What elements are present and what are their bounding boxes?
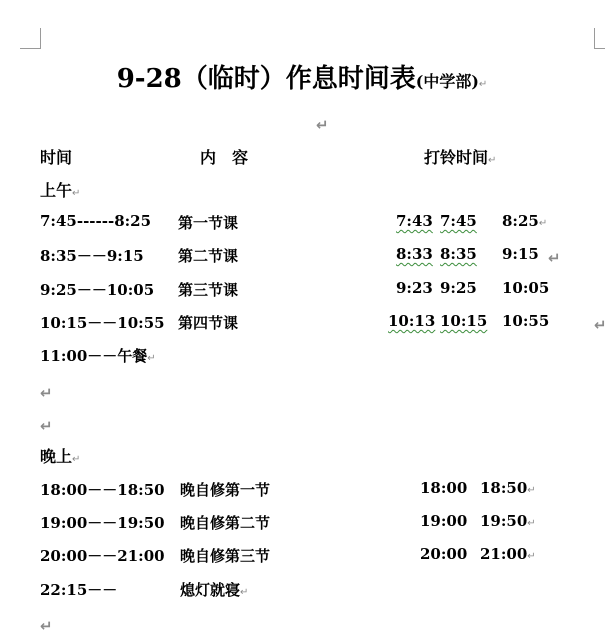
bell-time: 8:25↵ xyxy=(502,212,548,230)
title-subtitle: (中学部) xyxy=(415,72,479,91)
row-time: 18:00－－18:50 xyxy=(40,481,165,499)
paragraph-mark: ↵ xyxy=(594,316,607,334)
crop-mark-top-right xyxy=(594,28,605,49)
row-content: 晚自修第一节 xyxy=(180,481,271,499)
bell-time: 9:25 xyxy=(440,279,477,297)
bell-time: 19:50↵ xyxy=(480,512,536,530)
row-time: 9:25－－10:05 xyxy=(40,281,155,299)
bell-time: 8:35 xyxy=(440,245,477,263)
row-content: 晚自修第二节 xyxy=(180,514,271,532)
row-time: 19:00－－19:50 xyxy=(40,514,165,532)
paragraph-mark: ↵ xyxy=(316,116,329,134)
section-evening: 晚上↵ xyxy=(40,447,81,466)
bell-time: 10:55 xyxy=(502,312,550,330)
bell-time: 21:00↵ xyxy=(480,545,536,563)
row-time: 7:45------8:25 xyxy=(40,212,152,230)
paragraph-mark: ↵ xyxy=(40,617,53,635)
crop-mark-top-left xyxy=(20,28,41,49)
row-content: 第二节课 xyxy=(178,247,239,265)
section-morning: 上午↵ xyxy=(40,181,81,200)
header-bell-time: 打铃时间↵ xyxy=(424,148,497,167)
bell-time: 8:33 xyxy=(396,245,433,263)
header-content: 内 容 xyxy=(200,148,249,167)
bell-time: 18:50↵ xyxy=(480,479,536,497)
row-content: 第四节课 xyxy=(178,314,239,332)
bell-time: 10:13 xyxy=(388,312,436,330)
row-time: 22:15－－ xyxy=(40,581,118,599)
row-content: 熄灯就寝↵ xyxy=(180,581,249,599)
row-time: 20:00－－21:00 xyxy=(40,547,165,565)
title-main: 9-28（临时）作息时间表 xyxy=(116,64,416,94)
row-content: 晚自修第三节 xyxy=(180,547,271,565)
bell-time: 10:05 xyxy=(502,279,550,297)
paragraph-mark: ↵ xyxy=(548,249,561,267)
bell-time: 20:00 xyxy=(420,545,468,563)
bell-time: 7:45 xyxy=(440,212,477,230)
bell-time: 7:43 xyxy=(396,212,433,230)
bell-time: 9:23 xyxy=(396,279,433,297)
row-time: 10:15－－10:55 xyxy=(40,314,165,332)
row-content: 第三节课 xyxy=(178,281,239,299)
bell-time: 18:00 xyxy=(420,479,468,497)
paragraph-mark: ↵ xyxy=(40,384,53,402)
bell-time: 9:15 xyxy=(502,245,539,263)
lunch-row: 11:00－－午餐↵ xyxy=(40,347,156,365)
paragraph-mark: ↵ xyxy=(478,79,488,90)
header-time: 时间 xyxy=(40,148,73,167)
document-title xyxy=(0,58,604,95)
row-time: 8:35－－9:15 xyxy=(40,247,144,265)
row-content: 第一节课 xyxy=(178,214,239,232)
paragraph-mark: ↵ xyxy=(40,417,53,435)
bell-time: 10:15 xyxy=(440,312,488,330)
bell-time: 19:00 xyxy=(420,512,468,530)
